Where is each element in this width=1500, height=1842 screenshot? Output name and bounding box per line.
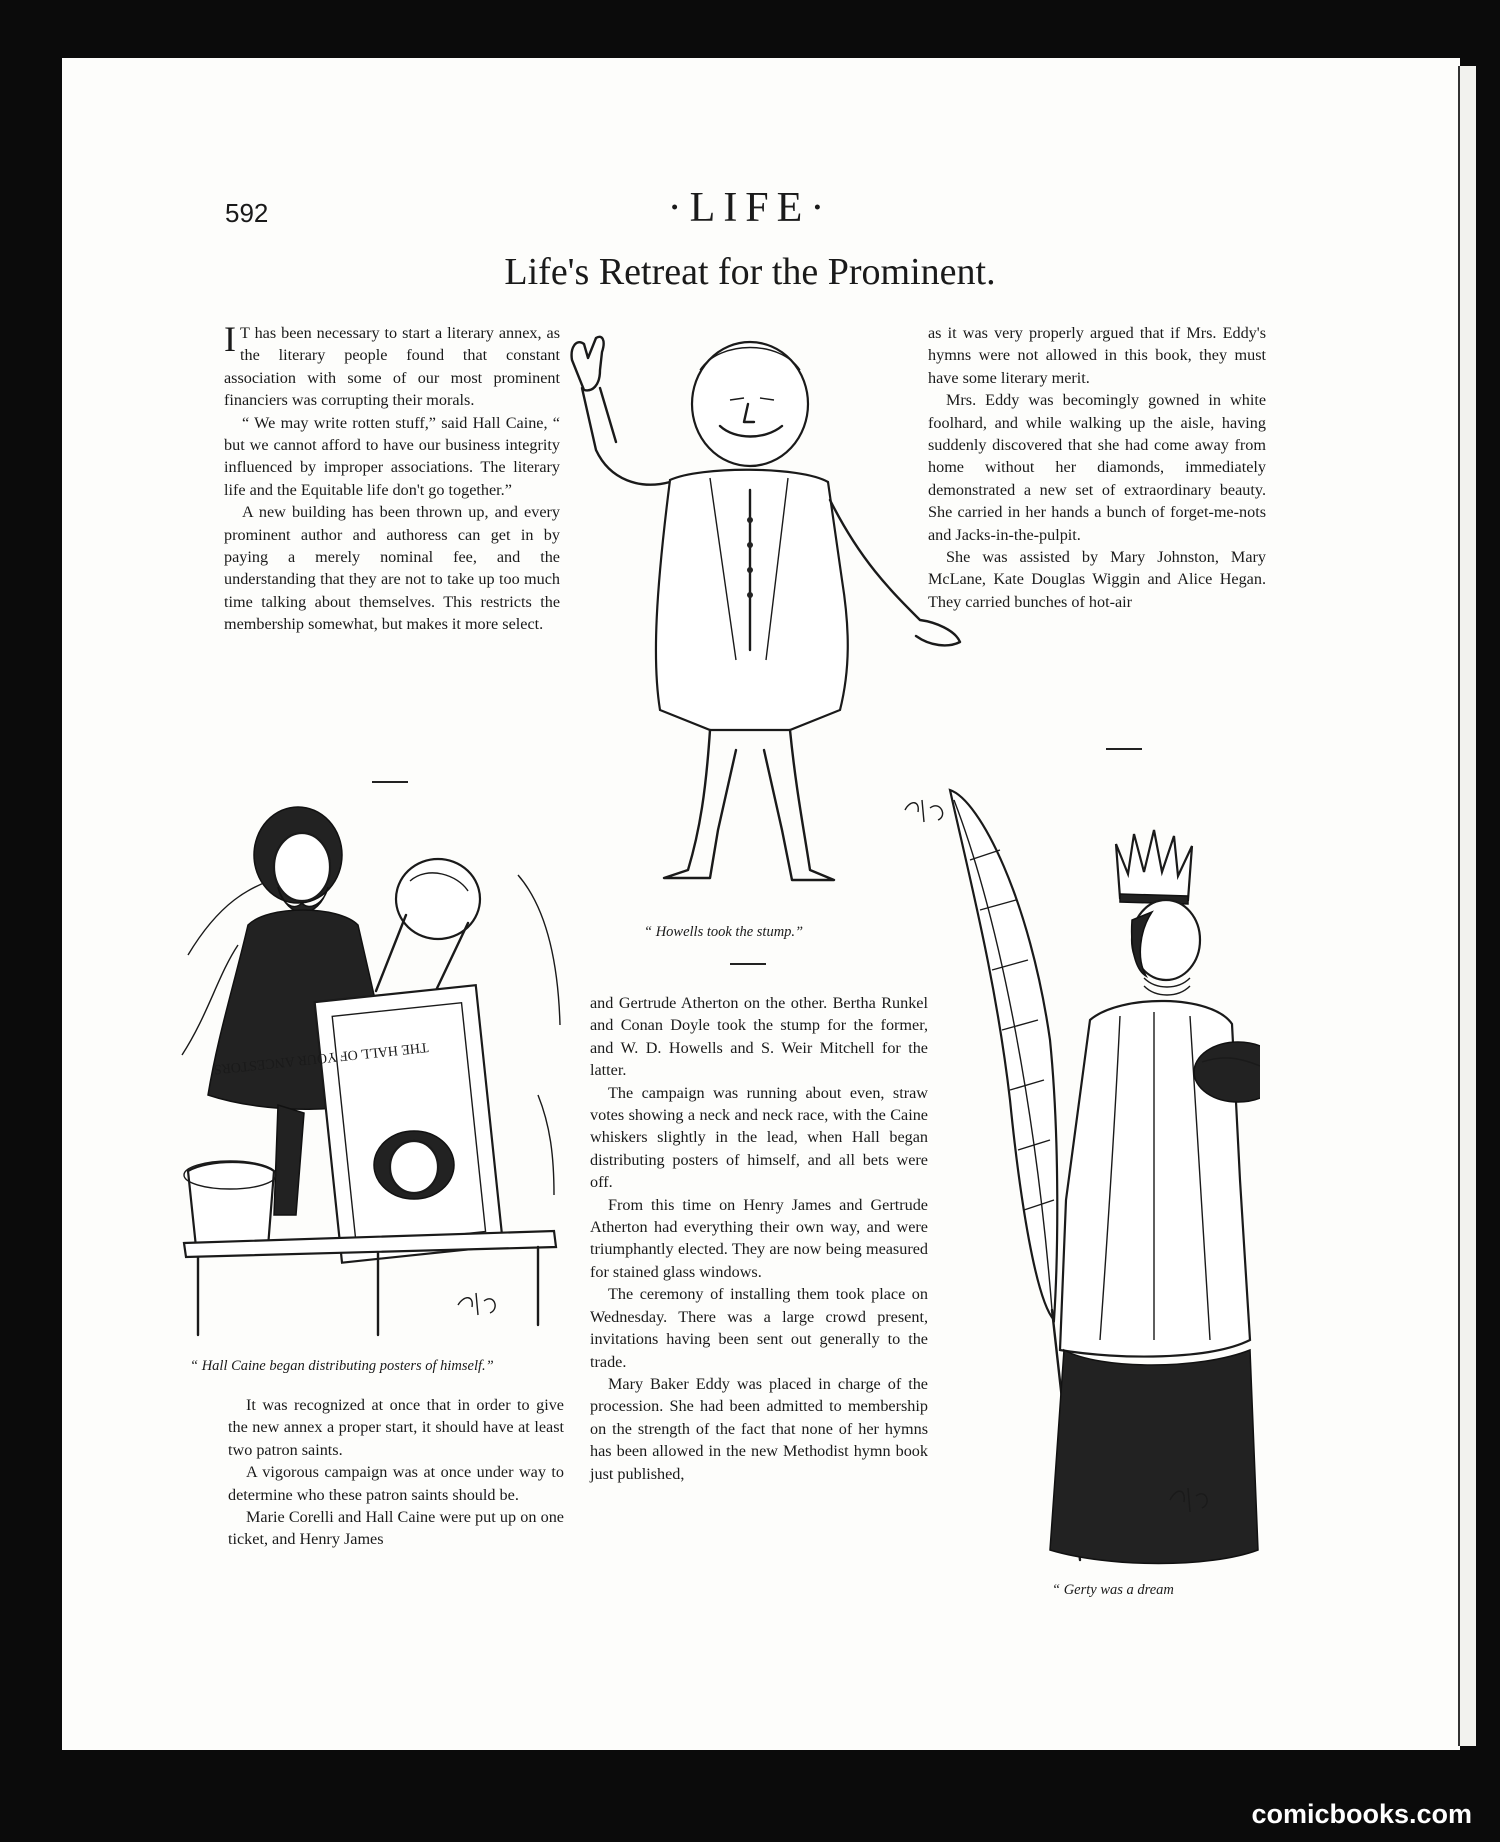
column-3-top <box>928 322 1266 613</box>
section-rule <box>1106 748 1142 750</box>
paragraph: The campaign was running about even, straw votes showing a neck and neck race, with the Caine whiskers slightly in the lead, when Hall began distributing posters of himself, and all bets were off. <box>590 1083 928 1192</box>
masthead: ·LIFE· <box>667 185 833 231</box>
paragraph: Mrs. Eddy was becomingly gowned in white foolhard, and while walking up the aisle, having suddenly discovered that she had come away from home without her diamonds, immediately demonstrated a new set of extraordinary beauty. She carried in her hands a bunch of forget-me-nots and Jacks-in-the-pulpit. <box>928 391 1266 544</box>
paragraph: She was assisted by Mary Johnston, Mary McLane, Kate Douglas Wiggin and Alice Hegan. They carried bunches of hot-air <box>928 548 1266 611</box>
paragraph: Mary Baker Eddy was placed in charge of the procession. She had been admitted to membership on the strength of the fact that none of her hymns has been allowed in the new Methodist hymn book just published, <box>590 1374 928 1483</box>
hall-caine-illustration <box>178 795 564 1350</box>
poster-text: THE HALL OF YOUR ANCESTORS <box>212 1038 430 1077</box>
howells-caption: “ Howells took the stump.” <box>644 924 804 940</box>
howells-illustration <box>560 330 980 900</box>
watermark: comicbooks.com <box>1251 1799 1472 1829</box>
paragraph: Marie Corelli and Hall Caine were put up on one ticket, and Henry James <box>228 1508 564 1549</box>
column-2 <box>590 992 928 1485</box>
gerty-caption: “ Gerty was a dream <box>1052 1582 1174 1598</box>
paragraph: The ceremony of installing them took place on Wednesday. There was a large crowd present, invitations having been sent out generally to the trade. <box>590 1285 928 1371</box>
drop-cap: I <box>224 319 236 359</box>
facing-page-edge <box>1458 66 1476 1746</box>
column-1-bottom <box>228 1394 564 1551</box>
section-rule <box>730 963 766 965</box>
paragraph: It was recognized at once that in order to give the new annex a proper start, it should have at least two patron saints. <box>228 1396 564 1459</box>
paragraph: I T has been necessary to start a literary annex, as the literary people found that constant association with some of our most prominent financiers was corrupting their morals. <box>224 319 560 410</box>
hall-caine-caption: “ Hall Caine began distributing posters of himself.” <box>190 1358 494 1374</box>
article-title: Life's Retreat for the Prominent. <box>504 251 996 293</box>
column-1-top <box>224 319 560 636</box>
gerty-illustration <box>940 780 1260 1580</box>
paragraph: as it was very properly argued that if Mrs. Eddy's hymns were not allowed in this book, they must have some literary merit. <box>928 324 1266 387</box>
paragraph: and Gertrude Atherton on the other. Bertha Runkel and Conan Doyle took the stump for the former, and W. D. Howells and S. Weir Mitchell for the latter. <box>590 994 928 1080</box>
paragraph: A new building has been thrown up, and every prominent author and authoress can get in by paying a merely nominal fee, and the understanding that they are not to take up too much time talking about themselves. This restricts the membership somewhat, but makes it more select. <box>224 503 560 634</box>
paragraph: A vigorous campaign was at once under way to determine who these patron saints should be. <box>228 1463 564 1504</box>
paragraph: “ We may write rotten stuff,” said Hall Caine, “ but we cannot afford to have our business integrity influenced by improper associations. The literary life and the Equitable life don't go together.” <box>224 413 560 499</box>
paragraph: From this time on Henry James and Gertrude Atherton had everything their own way, and were triumphantly elected. They are now being measured for stained glass windows. <box>590 1195 928 1281</box>
section-rule <box>372 781 408 783</box>
page-number: 592 <box>225 198 269 228</box>
